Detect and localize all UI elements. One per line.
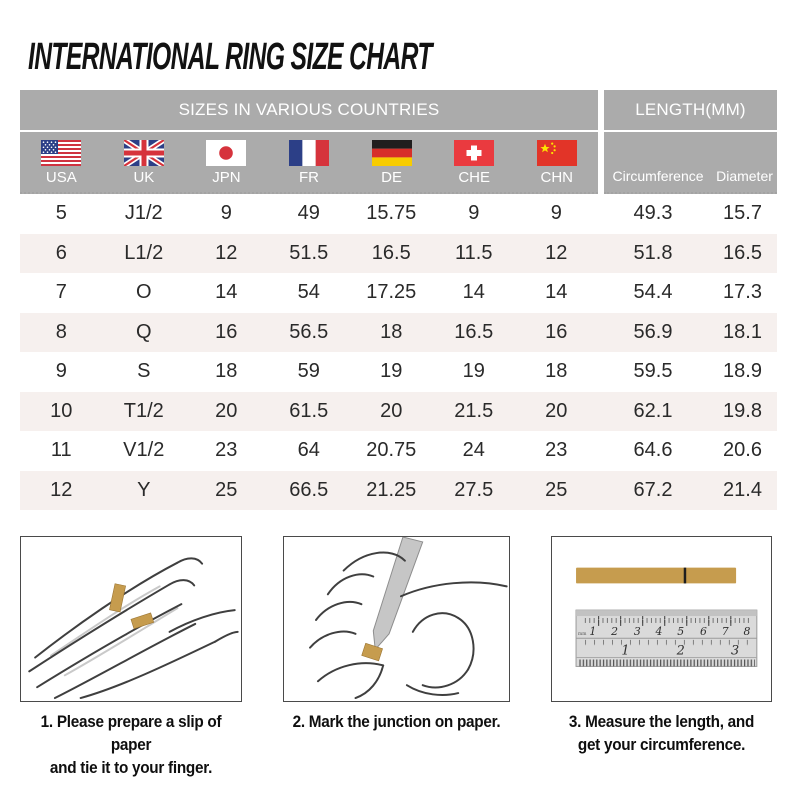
step1-box [20,536,242,702]
step1-caption-line2: and tie it to your finger. [49,758,213,777]
table-cell: 18.1 [723,320,762,343]
svg-text:4: 4 [655,624,663,638]
table-cell: 15.75 [366,202,417,225]
table-cell: 16.5 [454,320,494,343]
table-cell: 16 [545,320,568,343]
table-cell: 19.8 [723,399,762,422]
step1-caption-line1: 1. Please prepare a slip of paper [40,712,222,754]
table-cell: 7 [55,281,67,304]
table-header-row [20,90,777,130]
table-cell: 54.4 [633,281,673,304]
step3-caption [551,710,772,756]
header-sizes-group: SIZES IN VARIOUS COUNTRIES [20,90,598,130]
table-cell: O [135,281,152,304]
table-cell: 12 [215,241,238,264]
table-cell: 9 [550,202,562,225]
flag-fr-icon [289,140,329,166]
country-label: CHN [540,169,573,186]
svg-text:6: 6 [700,624,707,638]
country-jpn [185,132,268,192]
marking-hand-illustration [284,537,509,701]
table-cell: 56.5 [289,320,329,343]
table-cell: 64 [297,439,320,462]
table-row [20,313,777,353]
table-cell: J1/2 [124,202,163,225]
table-cell: 9 [55,360,67,383]
country-label: CHE [458,169,491,186]
table-cell: 16.5 [723,241,762,264]
table-cell: 59.5 [633,360,673,383]
table-cell: 17.3 [723,281,762,304]
table-cell: 20 [545,399,568,422]
table-row [20,194,777,234]
table-cell: 25 [545,478,568,501]
country-fr [268,132,351,192]
svg-text:3: 3 [633,624,641,638]
table-row [20,431,777,471]
step2-caption [284,710,510,733]
step2-caption-line1: 2. Mark the junction on paper. [292,712,501,731]
table-cell: 8 [55,320,67,343]
svg-text:2: 2 [676,643,685,659]
table-cell: 54 [297,281,320,304]
svg-text:5: 5 [677,624,685,638]
table-cell: 23 [545,439,568,462]
flag-che-icon [454,140,494,166]
table-cell: V1/2 [123,439,165,462]
flag-jpn-icon [206,140,246,166]
ruler [576,610,757,666]
svg-text:1: 1 [621,643,630,659]
country-usa [20,132,103,192]
table-cell: 14 [545,281,568,304]
table-row [20,471,777,511]
table-cell: 14 [215,281,238,304]
table-cell: 66.5 [289,478,329,501]
table-row [20,352,777,392]
country-label: UK [133,169,155,186]
table-cell: 20 [380,399,403,422]
table-cell: 9 [220,202,232,225]
table-cell: 12 [545,241,568,264]
svg-text:mm: mm [578,631,587,637]
paper-strip-and-ruler-illustration [552,537,771,701]
table-body [20,194,777,510]
hand-with-paper-illustration [21,537,241,701]
table-cell: 15.7 [723,202,762,225]
table-cell: Y [137,478,151,501]
table-row [20,273,777,313]
table-cell: 23 [215,439,238,462]
table-row [20,234,777,274]
country-label: DE [381,169,403,186]
circumference-column-label: Circumference [612,168,704,184]
table-cell: Q [135,320,152,343]
header-length-group: LENGTH(MM) [604,90,777,130]
table-cell: 20.6 [723,439,762,462]
table-cell: 10 [50,399,73,422]
step1-caption [20,710,241,779]
country-de [350,132,433,192]
table-cell: 9 [468,202,480,225]
country-che [433,132,516,192]
table-cell: 61.5 [289,399,329,422]
table-cell: 18.9 [723,360,762,383]
table-cell: 16 [215,320,238,343]
table-cell: 18 [380,320,403,343]
step2-box [283,536,510,702]
paper-strip [576,568,736,584]
table-cell: L1/2 [124,241,164,264]
table-cell: 49 [297,202,320,225]
svg-text:1: 1 [589,624,597,638]
country-label: JPN [212,169,241,186]
flag-de-icon [372,140,412,166]
table-cell: 11 [50,439,72,462]
table-cell: 17.25 [366,281,417,304]
page-title: INTERNATIONAL RING SIZE CHART [28,36,432,78]
table-cell: 12 [50,478,73,501]
table-cell: 11.5 [455,241,493,264]
length-labels-section [604,132,777,194]
table-cell: 6 [55,241,67,264]
country-chn [515,132,598,192]
country-label: USA [45,169,77,186]
table-cell: 18 [545,360,568,383]
flag-uk-icon [124,140,164,166]
table-cell: 21.4 [723,478,762,501]
table-cell: 19 [462,360,485,383]
table-cell: 51.5 [289,241,329,264]
svg-text:8: 8 [743,624,751,638]
table-cell: 20 [215,399,238,422]
table-cell: 24 [462,439,485,462]
table-cell: 16.5 [371,241,411,264]
table-cell: 62.1 [633,399,673,422]
flag-usa-icon [41,140,81,166]
diameter-column-label: Diameter [716,168,773,184]
svg-text:3: 3 [731,643,740,659]
table-cell: 51.8 [633,241,673,264]
table-cell: 64.6 [633,439,673,462]
table-cell: 56.9 [633,320,673,343]
table-cell: 20.75 [366,439,417,462]
flag-chn-icon [537,140,577,166]
table-cell: 5 [55,202,67,225]
country-uk [103,132,186,192]
table-flag-row [20,132,777,194]
table-cell: 18 [215,360,238,383]
table-cell: 21.5 [454,399,494,422]
table-cell: 49.3 [633,202,673,225]
table-cell: 14 [462,281,485,304]
table-cell: 19 [380,360,403,383]
flags-section [20,132,598,194]
svg-text:7: 7 [721,624,729,638]
table-cell: S [137,360,151,383]
table-row [20,392,777,432]
step3-box [551,536,772,702]
table-cell: 27.5 [454,478,494,501]
step3-caption-line1: 3. Measure the length, and [568,712,755,731]
step3-caption-line2: get your circumference. [577,735,746,754]
table-cell: 67.2 [633,478,673,501]
table-cell: 59 [297,360,320,383]
svg-text:2: 2 [611,624,619,638]
country-label: FR [299,169,320,186]
ring-size-table [20,90,777,510]
table-cell: 25 [215,478,238,501]
table-cell: T1/2 [123,399,164,422]
table-cell: 21.25 [366,478,417,501]
